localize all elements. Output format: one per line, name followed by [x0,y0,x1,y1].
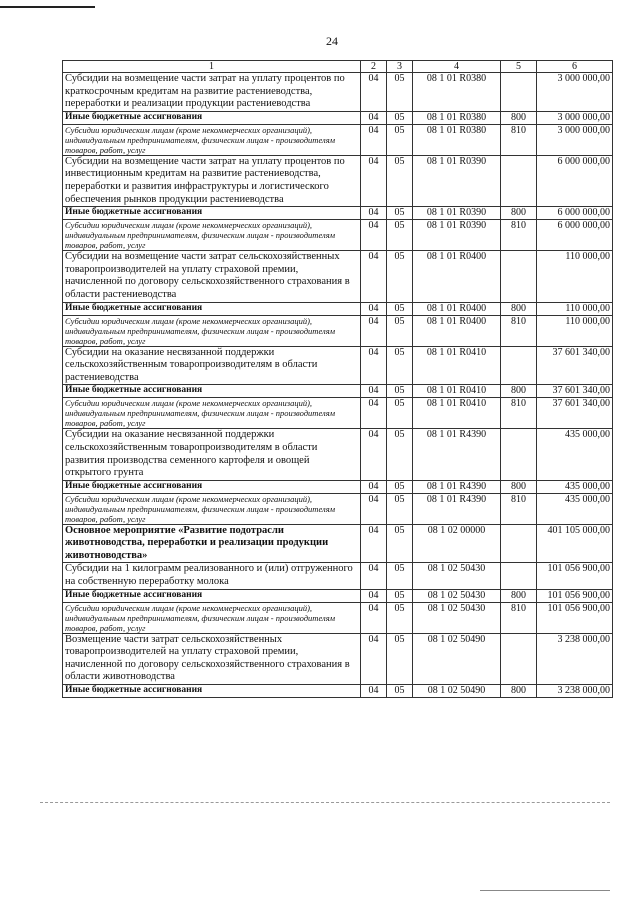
row-subsection-code: 05 [387,124,413,155]
table-row [63,155,613,206]
table-row [63,633,613,684]
table-row [63,480,613,493]
row-name: Субсидии на возмещение части затрат на уплату процентов по краткосрочным кредитам на развитие растениеводства, переработки и реализации продукции растениеводства [63,73,361,112]
budget-table [62,60,613,698]
row-amount: 3 000 000,00 [537,73,613,112]
row-expense-type: 810 [501,220,537,251]
row-name: Субсидии юридическим лицам (кроме некоммерческих организаций), индивидуальным предпринимателям, физическим лицам - производителям товаров, работ, услуг [63,220,361,251]
row-amount: 6 000 000,00 [537,155,613,206]
column-header: 2 [361,61,387,73]
table-row [63,589,613,602]
row-target-code: 08 1 01 R4390 [413,429,501,480]
row-section-code: 04 [361,385,387,398]
row-section-code: 04 [361,589,387,602]
row-name: Субсидии юридическим лицам (кроме некоммерческих организаций), индивидуальным предпринимателям, физическим лицам - производителям товаров, работ, услуг [63,398,361,429]
row-section-code: 04 [361,111,387,124]
row-subsection-code: 05 [387,493,413,524]
top-rule [0,6,95,8]
row-target-code: 08 1 01 R4390 [413,493,501,524]
row-section-code: 04 [361,124,387,155]
table-row [63,563,613,589]
page-number: 24 [326,34,338,48]
row-expense-type [501,251,537,302]
table-row [63,429,613,480]
row-subsection-code: 05 [387,385,413,398]
row-subsection-code: 05 [387,302,413,315]
row-expense-type: 800 [501,302,537,315]
table-row [63,524,613,563]
row-section-code: 04 [361,155,387,206]
table-row [63,251,613,302]
row-expense-type [501,155,537,206]
row-section-code: 04 [361,429,387,480]
row-subsection-code: 05 [387,589,413,602]
row-target-code: 08 1 01 R0400 [413,251,501,302]
row-subsection-code: 05 [387,220,413,251]
row-subsection-code: 05 [387,155,413,206]
column-header: 3 [387,61,413,73]
row-name: Субсидии на возмещение части затрат сельскохозяйственных товаропроизводителей на уплату страховой премии, начисленной по договору сельскохозяйственного страхования в области растениеводства [63,251,361,302]
row-name: Иные бюджетные ассигнования [63,302,361,315]
row-target-code: 08 1 01 R0390 [413,220,501,251]
row-target-code: 08 1 01 R0410 [413,385,501,398]
row-section-code: 04 [361,633,387,684]
row-name: Иные бюджетные ассигнования [63,111,361,124]
row-name: Субсидии на оказание несвязанной поддержки сельскохозяйственным товаропроизводителям в области растениеводства [63,346,361,385]
row-amount: 6 000 000,00 [537,220,613,251]
row-amount: 6 000 000,00 [537,207,613,220]
row-subsection-code: 05 [387,563,413,589]
row-expense-type: 800 [501,111,537,124]
column-header: 4 [413,61,501,73]
row-target-code: 08 1 01 R0390 [413,207,501,220]
row-target-code: 08 1 01 R0380 [413,111,501,124]
row-name: Субсидии юридическим лицам (кроме некоммерческих организаций), индивидуальным предпринимателям, физическим лицам - производителям товаров, работ, услуг [63,315,361,346]
row-expense-type: 800 [501,207,537,220]
row-section-code: 04 [361,480,387,493]
row-amount: 3 000 000,00 [537,124,613,155]
row-target-code: 08 1 01 R0410 [413,398,501,429]
bottom-dashed-rule [40,802,610,803]
row-expense-type [501,346,537,385]
row-subsection-code: 05 [387,398,413,429]
row-amount: 435 000,00 [537,429,613,480]
row-target-code: 08 1 01 R0400 [413,315,501,346]
row-expense-type [501,633,537,684]
row-section-code: 04 [361,73,387,112]
row-target-code: 08 1 01 R4390 [413,480,501,493]
corner-mark [480,890,610,891]
table-row [63,111,613,124]
row-expense-type [501,524,537,563]
column-header: 6 [537,61,613,73]
row-target-code: 08 1 02 50430 [413,602,501,633]
table-row [63,346,613,385]
table-row [63,385,613,398]
row-section-code: 04 [361,251,387,302]
table-row [63,493,613,524]
table-row [63,207,613,220]
row-expense-type: 810 [501,398,537,429]
table-body [63,61,613,698]
row-target-code: 08 1 02 50490 [413,633,501,684]
row-subsection-code: 05 [387,685,413,698]
row-target-code: 08 1 02 50430 [413,563,501,589]
row-section-code: 04 [361,602,387,633]
row-subsection-code: 05 [387,524,413,563]
table-row [63,602,613,633]
row-expense-type: 810 [501,493,537,524]
row-name: Субсидии юридическим лицам (кроме некоммерческих организаций), индивидуальным предпринимателям, физическим лицам - производителям товаров, работ, услуг [63,602,361,633]
row-target-code: 08 1 02 50490 [413,685,501,698]
row-expense-type: 800 [501,685,537,698]
row-amount: 37 601 340,00 [537,398,613,429]
row-subsection-code: 05 [387,73,413,112]
row-amount: 110 000,00 [537,251,613,302]
row-expense-type [501,563,537,589]
row-section-code: 04 [361,302,387,315]
table-row [63,302,613,315]
row-section-code: 04 [361,207,387,220]
row-section-code: 04 [361,493,387,524]
row-name: Субсидии на возмещение части затрат на уплату процентов по инвестиционным кредитам на развитие растениеводства, переработки и развития инфраструктуры и логистического обеспечения рынков продукции растениеводства [63,155,361,206]
table-row [63,398,613,429]
row-target-code: 08 1 02 50430 [413,589,501,602]
row-amount: 3 238 000,00 [537,633,613,684]
row-name: Субсидии на 1 килограмм реализованного и (или) отгруженного на собственную переработку молока [63,563,361,589]
row-amount: 37 601 340,00 [537,346,613,385]
row-name: Субсидии юридическим лицам (кроме некоммерческих организаций), индивидуальным предпринимателям, физическим лицам - производителям товаров, работ, услуг [63,124,361,155]
row-name: Основное мероприятие «Развитие подотрасли животноводства, переработки и реализации продукции животноводства» [63,524,361,563]
row-target-code: 08 1 01 R0380 [413,73,501,112]
row-section-code: 04 [361,346,387,385]
row-target-code: 08 1 01 R0390 [413,155,501,206]
row-target-code: 08 1 01 R0400 [413,302,501,315]
column-header: 1 [63,61,361,73]
table-row [63,685,613,698]
row-subsection-code: 05 [387,207,413,220]
row-target-code: 08 1 01 R0410 [413,346,501,385]
row-subsection-code: 05 [387,633,413,684]
row-expense-type: 800 [501,385,537,398]
row-expense-type: 810 [501,124,537,155]
row-name: Иные бюджетные ассигнования [63,685,361,698]
table-header-row [63,61,613,73]
row-section-code: 04 [361,524,387,563]
row-target-code: 08 1 01 R0380 [413,124,501,155]
row-name: Иные бюджетные ассигнования [63,207,361,220]
row-target-code: 08 1 02 00000 [413,524,501,563]
row-subsection-code: 05 [387,346,413,385]
row-section-code: 04 [361,685,387,698]
row-section-code: 04 [361,220,387,251]
row-subsection-code: 05 [387,480,413,493]
row-amount: 37 601 340,00 [537,385,613,398]
row-amount: 435 000,00 [537,493,613,524]
row-amount: 3 000 000,00 [537,111,613,124]
row-expense-type [501,73,537,112]
row-amount: 101 056 900,00 [537,602,613,633]
table-row [63,73,613,112]
table-row [63,124,613,155]
row-subsection-code: 05 [387,429,413,480]
row-amount: 3 238 000,00 [537,685,613,698]
row-name: Возмещение части затрат сельскохозяйственных товаропроизводителей на уплату страховой премии, начисленной по договору сельскохозяйственного страхования в области животноводства [63,633,361,684]
column-header: 5 [501,61,537,73]
row-expense-type: 800 [501,480,537,493]
row-expense-type: 810 [501,602,537,633]
row-name: Субсидии юридическим лицам (кроме некоммерческих организаций), индивидуальным предпринимателям, физическим лицам - производителям товаров, работ, услуг [63,493,361,524]
row-name: Иные бюджетные ассигнования [63,480,361,493]
row-expense-type: 810 [501,315,537,346]
row-section-code: 04 [361,315,387,346]
row-amount: 101 056 900,00 [537,563,613,589]
row-name: Субсидии на оказание несвязанной поддержки сельскохозяйственным товаропроизводителям в области развития производства семенного картофеля и овощей открытого грунта [63,429,361,480]
row-subsection-code: 05 [387,111,413,124]
row-amount: 101 056 900,00 [537,589,613,602]
row-amount: 110 000,00 [537,315,613,346]
row-expense-type: 800 [501,589,537,602]
row-subsection-code: 05 [387,251,413,302]
row-expense-type [501,429,537,480]
row-name: Иные бюджетные ассигнования [63,589,361,602]
row-subsection-code: 05 [387,602,413,633]
row-amount: 110 000,00 [537,302,613,315]
row-amount: 401 105 000,00 [537,524,613,563]
row-amount: 435 000,00 [537,480,613,493]
table-row [63,220,613,251]
row-section-code: 04 [361,398,387,429]
row-name: Иные бюджетные ассигнования [63,385,361,398]
row-subsection-code: 05 [387,315,413,346]
row-section-code: 04 [361,563,387,589]
table-row [63,315,613,346]
